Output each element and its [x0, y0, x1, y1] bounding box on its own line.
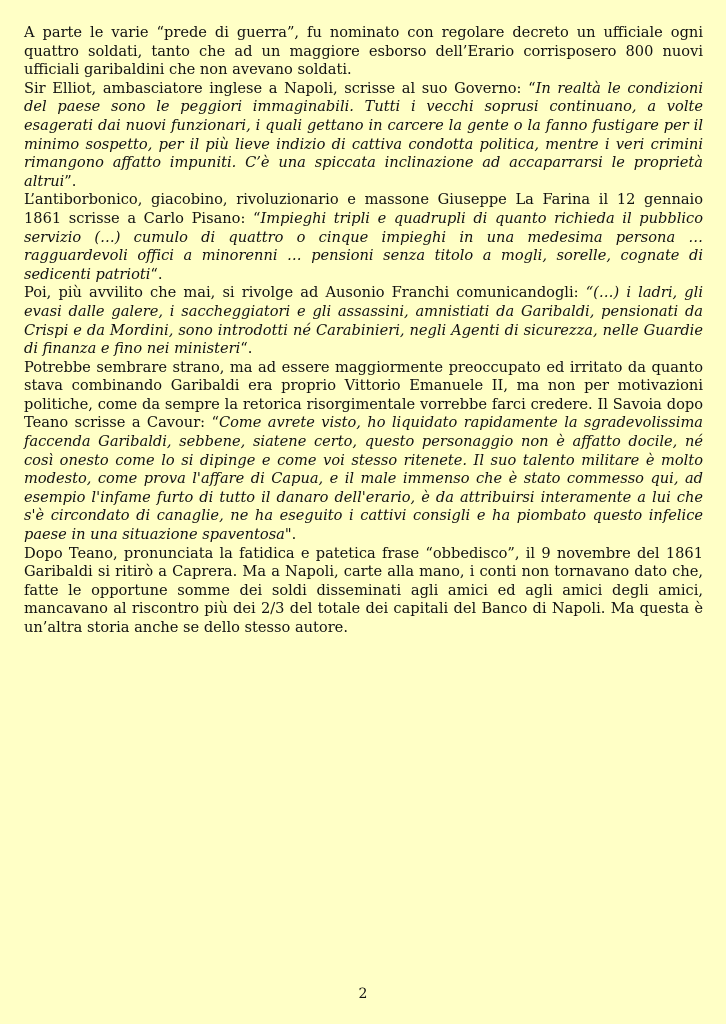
quote-text: In realtà le condizioni del paese sono le peggiori immaginabili. Tutti i vecchi soprusi continuano, a volte esagerati dai nuovi funzionari, i quali gettano in carcere la gente o la fanno fustigare per il minimo sospetto, per il più lieve indizio di cattiva condotta politica, mentre i veri crimini rimangono affatto impuniti. C’è una spiccata inclinazione ad accaparrarsi le proprietà altrui [24, 79, 703, 190]
paragraph [24, 80, 703, 192]
text-run: Dopo Teano, pronunciata la fatidica e patetica frase “obbedisco”, il 9 novembre del 1861 Garibaldi si ritirò a Caprera. Ma a Napoli, carte alla mano, i conti non tornavano dato che, fatte le opportune somme dei soldi disseminati agli amici ed agli amici degli amici, mancavano al riscontro più dei 2/3 del totale dei capitali del Banco di Napoli. Ma questa è un’altra storia anche se dello stesso autore. [24, 544, 703, 636]
text-run: ”. [64, 172, 77, 190]
document-body [24, 24, 703, 638]
paragraph [24, 284, 703, 358]
page-number: 2 [358, 986, 368, 1002]
paragraph [24, 545, 703, 638]
text-run: “. [150, 265, 163, 283]
quote-text: Impieghi tripli e quadrupli di quanto richieda il pubblico servizio (…) cumulo di quattro o cinque impieghi in una medesima persona … ragguardevoli offici a minorenni … pensioni senza titolo a mogli, sorelle, cognate di sedicenti patrioti [24, 209, 703, 283]
paragraph [24, 24, 703, 80]
text-run: “. [240, 340, 253, 358]
quote-text: Come avrete visto, ho liquidato rapidamente la sgradevolissima faccenda Garibaldi, sebbene, siatene certo, questo personaggio non è affatto docile, né così onesto come lo si dipinge e come voi stesso ritenete. Il suo talento militare è molto modesto, come prova l'affare di Capua, e il male immenso che è stato commesso qui, ad esempio l'infame furto di tutto il danaro dell'erario, è da attribuirsi interamente a lui che s'è circondato di canaglie, ne ha eseguito i cattivi consigli e ha piombato questo infelice paese in una situazione spaventosa [24, 414, 703, 544]
quote-text: “(…) i ladri, gli evasi dalle galere, i saccheggiatori e gli assassini, amnistiati da Garibaldi, pensionati da Crispi e da Mordini, sono introdotti né Carabinieri, negli Agenti di sicurezza, nelle Guardie di finanza e fino nei ministeri [24, 284, 703, 358]
text-run: Potrebbe sembrare strano, ma ad essere maggiormente preoccupato ed irritato da quanto stava combinando Garibaldi era proprio Vittorio Emanuele II, ma non per motivazioni politiche, come da sempre la retorica risorgimentale vorrebbe farci credere. Il Savoia dopo Teano scrisse a Cavour: “ [24, 358, 703, 432]
text-run: Poi, più avvilito che mai, si rivolge ad Ausonio Franchi comunicandogli: [24, 284, 586, 302]
text-run: A parte le varie “prede di guerra”, fu nominato con regolare decreto un ufficiale ogni quattro soldati, tanto che ad un maggiore esborso dell’Erario corrisposero 800 nuovi ufficiali garibaldini che non avevano soldati. [24, 24, 703, 79]
text-run: ". [284, 526, 297, 544]
paragraph [24, 359, 703, 545]
text-run: L’antiborbonico, giacobino, rivoluzionario e massone Giuseppe La Farina il 12 gennaio 1861 scrisse a Carlo Pisano: “ [24, 191, 703, 227]
paragraph [24, 191, 703, 284]
text-run: Sir Elliot, ambasciatore inglese a Napoli, scrisse al suo Governo: “ [24, 79, 536, 97]
